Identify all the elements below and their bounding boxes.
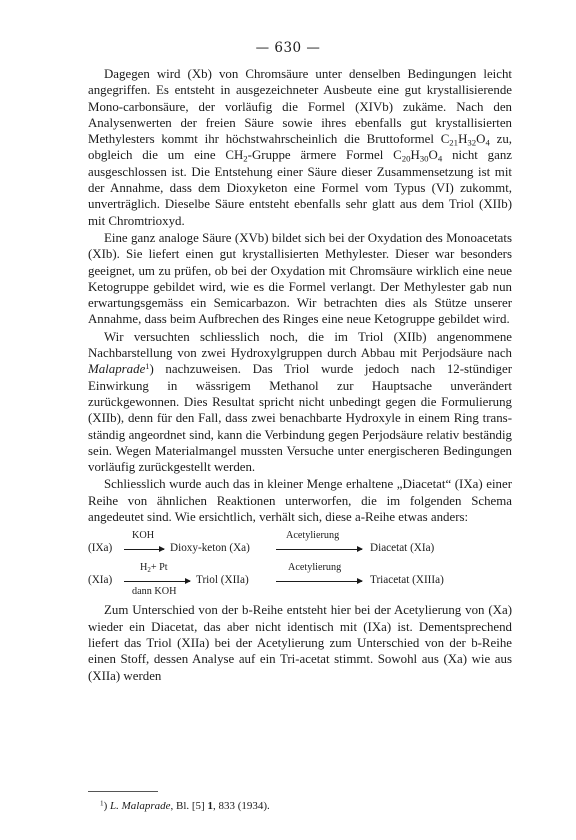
reaction-arrow (276, 549, 362, 550)
compound-diacetat: Diacetat (XIa) (370, 542, 435, 555)
paragraph-2: Eine ganz analoge Säure (XVb) bildet sich bei der Oxydation des Monoacetats (XIb). Sie liefert einen gut krystallisierten Methylester. Dieser war besonders geeignet, um zu prüfen, ob bei der Oxydation mit Chromsäure wirklich eine neue Ketogruppe gebildet wird, wie es die Formel verlangt. Der Methylester gab nun erwartungsgemäss ein Semicarbazon. Wir betrachten dies als Stütze unserer Annahme, dass beim Aufbrechen des Ringes eine neue Ketogruppe gebildet wird. (88, 230, 512, 327)
reagent-acetylierung: Acetylierung (286, 530, 340, 542)
footnote: $^1$) L. Malaprade, Bl. [5] 1, 833 (1934). (100, 799, 270, 812)
reaction-arrow (276, 581, 362, 582)
reaction-arrow (124, 549, 164, 550)
author-name: Malaprade (88, 362, 146, 377)
paragraph-4: Schliesslich wurde auch das in kleiner Menge erhaltene „Diacetat“ (IXa) einer Reihe von ähnlichen Reaktionen unterworfen, die im folgenden Schema angedeutet sind. Wie ersichtlich, verhält sich, diese a-Reihe etwas anders: (88, 477, 512, 525)
footnote-divider (88, 791, 158, 792)
compound-triol: Triol (XIIa) (196, 574, 249, 587)
footnote-marker: 1 (100, 799, 104, 808)
paragraph-1: Dagegen wird (Xb) von Chromsäure unter denselben Bedingungen leicht angegriffen. Es entsteht in ausgezeichneter Ausbeute eine gut krystallisierende Mono-carbonsäure, der vorläufig die Formel (XIVb) zukäme. Nach den Analysenwerten der freien Säure sowie ihres ebenfalls gut krystallisierten Methylesters kommt ihr höchstwahrscheinlich die Bruttoformel $C_{21}H_{32}O_4$ zu, obgleich die um eine $CH_2$-Gruppe ärmere Formel $C_{20}H_{30}O_4$ nicht ganz ausgeschlossen ist. Die Entstehung einer Säure dieser Zusammensetzung ist mit der Annahme, dass dem Dioxyketon eine Formel vom Typus (VI) zukommt, unverträglich. Dieselbe Säure entsteht ebenfalls sehr glatt aus dem Triol (XIIb) mit Chromtrioxyd. (88, 67, 513, 228)
compound-ixa: (IXa) (88, 542, 113, 555)
compound-triacetat: Triacetat (XIIIa) (370, 574, 444, 587)
reagent-acetylierung: Acetylierung (288, 562, 342, 574)
reagent-dann-koh: dann KOH (132, 586, 177, 598)
page-number: — 630 — (255, 40, 321, 56)
paragraph-3: Wir versuchten schliesslich noch, die im Triol (XIIb) angenommene Nachbarstellung von zwei Hydroxylgruppen durch Abbau mit Perjodsäure nach Malaprade$^1$) nachzuweisen. Das Triol wurde jedoch nach 12-stündiger Einwirkung in wässrigem Methanol zur Hauptsache unverändert zurückgewonnen. Dies Resultat spricht nicht unbedingt gegen die Formulierung (XIIb), denn für den Fall, dass zwei benachbarte Hydroxyle in einem Ring trans-ständig angeordnet sind, kann die Verbindung gegen Perjodsäure relativ beständig sein. Wegen Materialmangel mussten Versuche unter energischeren Bedingungen vorläufig zurückgestellt werden. (88, 329, 512, 475)
compound-xia: (XIa) (88, 574, 113, 587)
footnote-ref[interactable]: 1 (145, 362, 150, 372)
reaction-arrow (124, 581, 190, 582)
footnote-volume: 1 (207, 800, 213, 812)
footnote-author: L. Malaprade (110, 800, 171, 812)
reagent-koh: KOH (132, 530, 155, 542)
reaction-scheme (88, 528, 512, 596)
body-text (88, 66, 512, 684)
compound-dioxy-keton: Dioxy-keton (Xa) (170, 542, 250, 555)
reagent-h2-pt: $H_2+ Pt$ (140, 562, 168, 575)
paragraph-5: Zum Unterschied von der b-Reihe entsteht hier bei der Acetylierung von (Xa) wieder ein Diacetat, das aber nicht identisch mit (IXa) ist. Dementsprechend liefert das Triol (XIIa) bei der Acetylierung zum Unterschied von der b-Reihe einen Stoff, dessen Analyse auf ein Tri-acetat stimmt. Sowohl aus (Xa) wie aus (XIIa) werden (88, 603, 512, 683)
